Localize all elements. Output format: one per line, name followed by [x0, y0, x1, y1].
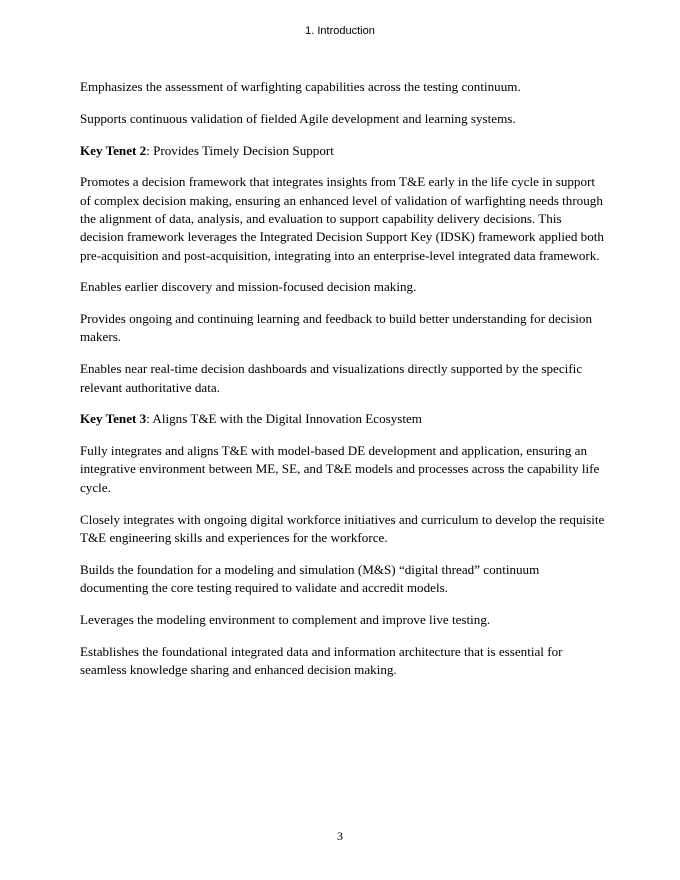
key-tenet-2-heading — [80, 142, 605, 160]
key-tenet-label: Key Tenet 3 — [80, 411, 147, 427]
key-tenet-text: : Aligns T&E with the Digital Innovation Ecosystem — [146, 411, 422, 427]
page-header — [0, 24, 680, 38]
paragraph: Closely integrates with ongoing digital workforce initiatives and curriculum to develop the requisite T&E engineering skills and experiences for the workforce. — [80, 511, 605, 545]
paragraph: Enables near real-time decision dashboards and visualizations directly supported by the specific relevant authoritative data. — [80, 361, 583, 395]
key-tenet-3-heading — [80, 410, 605, 428]
key-tenet-text: : Provides Timely Decision Support — [146, 142, 334, 158]
paragraph: Provides ongoing and continuing learning and feedback to build better understanding for decision makers. — [80, 311, 592, 345]
paragraph: Builds the foundation for a modeling and simulation (M&S) “digital thread” continuum documenting the core testing required to validate and accredit models. — [80, 561, 540, 595]
section-title: 1. Introduction — [305, 25, 375, 37]
document-body — [80, 78, 605, 693]
paragraph: Promotes a decision framework that integrates insights from T&E early in the life cycle in support of complex decision making, ensuring an enhanced level of validation of warfighting needs through the alignment of data, analysis, and evaluation to support capability delivery decisions. This decision framework leverages the Integrated Decision Support Key (IDSK) framework applied both pre-acquisition and post-acquisition, integrating into an enterprise-level integrated data framework. — [80, 174, 604, 263]
paragraph: Establishes the foundational integrated data and information architecture that is essential for seamless knowledge sharing and enhanced decision making. — [80, 643, 563, 677]
paragraph: Supports continuous validation of fielded Agile development and learning systems. — [80, 110, 516, 126]
key-tenet-label: Key Tenet 2 — [80, 142, 147, 158]
paragraph: Fully integrates and aligns T&E with model-based DE development and application, ensuring an integrative environment between ME, SE, and T&E models and processes across the capability life cycle. — [80, 443, 600, 495]
paragraph: Leverages the modeling environment to complement and improve live testing. — [80, 611, 491, 627]
paragraph: Enables earlier discovery and mission-focused decision making. — [80, 279, 417, 295]
paragraph: Emphasizes the assessment of warfighting capabilities across the testing continuum. — [80, 79, 521, 94]
page-number: 3 — [337, 829, 343, 843]
